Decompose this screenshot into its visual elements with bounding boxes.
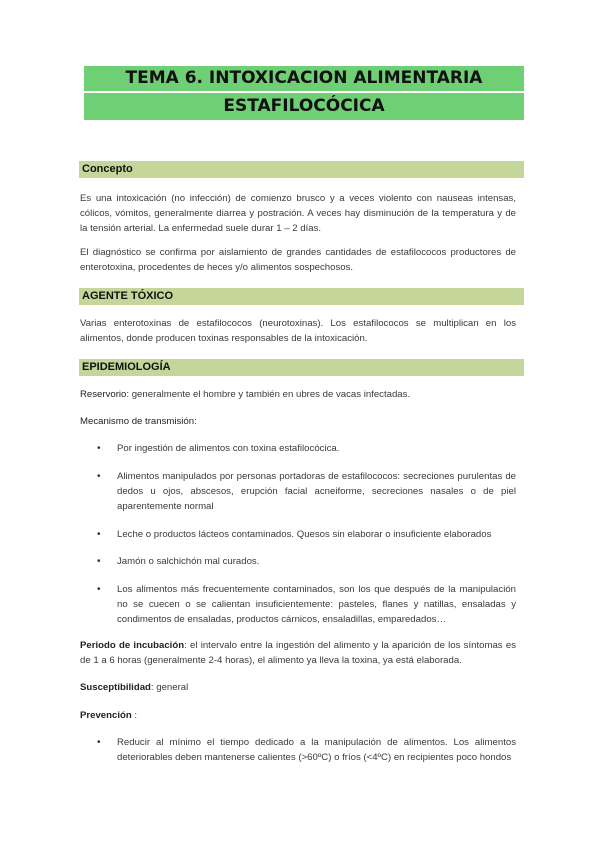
concepto-paragraph-1: Es una intoxicación (no infección) de comienzo brusco y a veces violento con nauseas intensas, cólicos, vómitos, generalmente diarrea y postración. A veces hay disminución de la temperatura y de la tensión arterial. La enfermedad suele durar 1 – 2 días. <box>80 193 516 234</box>
mecanismo-label: Mecanismo de transmisión <box>80 416 195 427</box>
title-line-1: TEMA 6. INTOXICACION ALIMENTARIA <box>84 66 524 93</box>
mecanismo-paragraph <box>80 414 516 429</box>
bullet-icon: • <box>97 556 101 567</box>
reservorio-paragraph <box>80 387 516 402</box>
transmision-item-2: Alimentos manipulados por personas portadoras de estafilococos: secreciones purulentas de dedos u ojos, abscesos, erupción facial acneiforme, secreciones nasales o de piel aparentemente normal <box>117 471 516 512</box>
incubacion-paragraph <box>80 638 516 668</box>
incubacion-label: Periodo de incubación <box>80 640 185 651</box>
prevencion-colon: : <box>131 710 138 721</box>
prevencion-paragraph <box>80 708 516 723</box>
section-heading-agente-toxico: AGENTE TÓXICO <box>79 288 524 305</box>
mecanismo-colon: : <box>194 416 197 427</box>
bullet-icon: • <box>97 529 101 540</box>
transmision-item-3: Leche o productos lácteos contaminados. Quesos sin elaborar o insuficiente elaborados <box>117 529 492 540</box>
bullet-icon: • <box>97 471 101 482</box>
section-heading-epidemiologia: EPIDEMIOLOGÍA <box>79 359 524 376</box>
susceptibilidad-text: : general <box>150 682 189 693</box>
title-line-2: ESTAFILOCÓCICA <box>223 96 385 116</box>
agente-paragraph: Varias enterotoxinas de estafilococos (neurotoxinas). Los estafilococos se multiplican en los alimentos, donde producen toxinas responsables de la intoxicación. <box>80 318 516 344</box>
section-heading-concepto: Concepto <box>79 161 524 178</box>
transmision-item-1: Por ingestión de alimentos con toxina estafilocócica. <box>117 443 340 454</box>
incubacion-text: : el intervalo entre la ingestión del alimento y la aparición de los síntomas es de 1 a 6 horas (generalmente 2-4 horas), el alimento ya lleva la toxina, ya está elaborada. <box>80 640 516 666</box>
prevencion-label: Prevención <box>80 710 132 721</box>
bullet-icon: • <box>97 737 101 748</box>
susceptibilidad-label: Susceptibilidad <box>80 682 151 693</box>
bullet-icon: • <box>97 584 101 595</box>
susceptibilidad-paragraph <box>80 680 516 695</box>
transmision-item-4: Jamón o salchichón mal curados. <box>117 556 260 567</box>
reservorio-text: : generalmente el hombre y también en ubres de vacas infectadas. <box>126 389 411 400</box>
reservorio-label: Reservorio <box>80 389 127 400</box>
concepto-paragraph-2: El diagnóstico se confirma por aislamiento de grandes cantidades de estafilococos productores de enterotoxina, procedentes de heces y/o alimentos sospechosos. <box>80 247 516 273</box>
transmision-item-5: Los alimentos más frecuentemente contaminados, son los que después de la manipulación no se cuecen o se calientan insuficientemente: pasteles, flanes y natillas, ensaladas y condimentos de ensaladas, productos cárnicos, ensaladillas, emparedados… <box>117 584 516 625</box>
bullet-icon: • <box>97 443 101 454</box>
prevencion-item-1: Reducir al mínimo el tiempo dedicado a la manipulación de alimentos. Los alimentos deteriorables deben mantenerse calientes (>60ºC) o fríos (<4ºC) en recipientes poco hondos <box>117 737 516 763</box>
title-banner <box>84 66 524 120</box>
